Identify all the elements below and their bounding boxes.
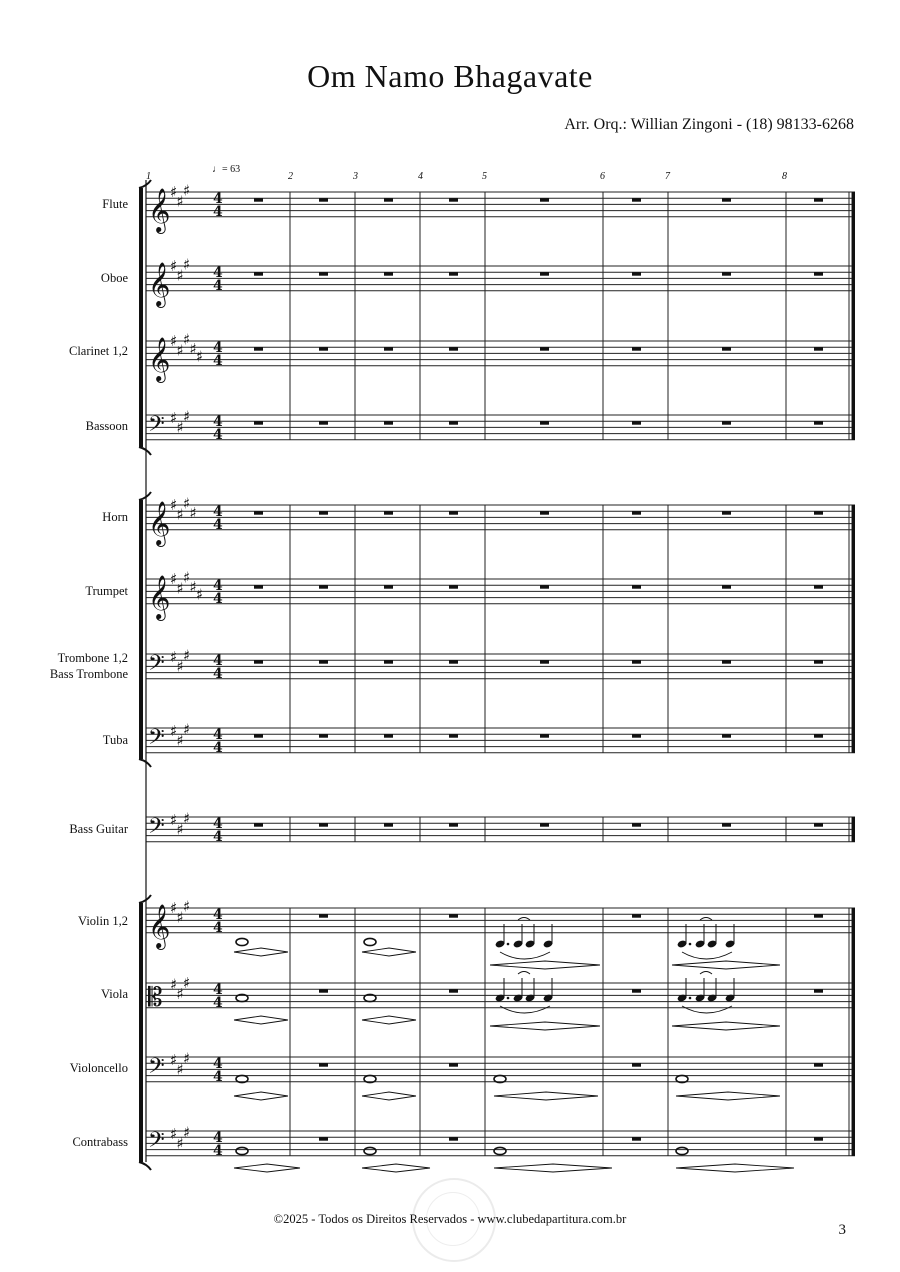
sharp-icon: ♯ [170,183,178,201]
whole-rest [319,989,328,993]
sharp-icon: ♯ [176,908,184,927]
time-signature-top: 4 [213,727,223,743]
sharp-icon: ♯ [183,646,191,665]
whole-rest [449,272,458,276]
whole-rest [449,347,458,351]
sharp-icon: ♯ [196,585,204,604]
time-signature-top: 4 [213,907,223,923]
whole-rest [384,421,393,425]
instrument-label-violin: Violin 1,2 [78,914,128,928]
dot [507,997,510,1000]
time-signature-bottom: 4 [213,920,223,936]
whole-rest [722,511,731,515]
measure-number: 4 [418,171,423,182]
whole-rest [722,660,731,664]
whole-rest [632,660,641,664]
whole-rest [540,272,549,276]
sharp-icon: ♯ [170,648,178,667]
treble-clef-icon: 𝄞 [148,188,171,232]
bass-clef-icon: 𝄢 [148,725,165,755]
whole-rest [632,198,641,202]
whole-rest [814,989,823,993]
sharp-icon: ♯ [189,339,197,358]
tie [700,918,712,921]
whole-rest [449,198,458,202]
time-signature-top: 4 [213,816,223,832]
whole-rest [384,198,393,202]
whole-rest [384,823,393,827]
instrument-label-horn: Horn [102,510,128,524]
page-number: 3 [838,1222,846,1238]
sharp-icon: ♯ [183,494,191,513]
measure-number: 7 [665,171,670,182]
whole-rest [319,734,328,738]
whole-rest [449,989,458,993]
whole-rest [449,734,458,738]
copyright-footer: ©2025 - Todos os Direitos Reservados - www.clubedapartitura.com.br [273,1212,627,1226]
sharp-icon: ♯ [170,409,178,428]
arranger-credit: Arr. Orq.: Willian Zingoni - (18) 98133-6268 [564,116,854,133]
sharp-icon: ♯ [170,257,178,275]
whole-rest [319,272,328,276]
hairpin [234,1092,288,1100]
sharp-icon: ♯ [176,192,184,211]
whole-note [676,1147,688,1154]
sharp-icon: ♯ [176,820,184,839]
instrument-label-contrabass: Contrabass [72,1135,128,1149]
whole-note [236,938,248,945]
whole-rest [384,734,393,738]
bracket-hook [139,895,151,903]
bass-clef-icon: 𝄢 [148,651,165,681]
whole-rest [814,823,823,827]
whole-rest [254,734,263,738]
whole-rest [540,823,549,827]
sharp-icon: ♯ [189,577,197,596]
whole-rest [814,914,823,918]
measure-number: 6 [600,171,605,182]
whole-note [494,1147,506,1154]
whole-rest [540,585,549,589]
whole-rest [449,585,458,589]
whole-rest [319,823,328,827]
sharp-icon: ♯ [170,811,178,830]
treble-clef-icon: 𝄞 [148,904,171,948]
measure-number: 8 [782,171,787,182]
sharp-icon: ♯ [183,1049,191,1068]
measure-number: 3 [353,171,358,182]
time-signature-top: 4 [213,340,223,356]
whole-rest [540,660,549,664]
whole-rest [722,734,731,738]
score-title: Om Namo Bhagavate [307,58,593,94]
whole-note [236,1147,248,1154]
time-signature-bottom: 4 [213,740,223,756]
sharp-icon: ♯ [183,181,191,200]
system-bracket [139,903,143,1162]
hairpin [676,1092,780,1100]
treble-clef-icon: 𝄞 [148,575,171,619]
dot [689,997,692,1000]
whole-rest [814,585,823,589]
sharp-icon: ♯ [183,809,191,828]
hairpin [362,1164,430,1172]
tie [518,918,530,921]
slur [500,1006,550,1013]
instrument-label-trombone: Trombone 1,2 [57,651,128,665]
time-signature-bottom: 4 [213,666,223,682]
whole-rest [254,511,263,515]
sharp-icon: ♯ [176,657,184,676]
treble-clef-icon: 𝄞 [148,501,171,545]
sharp-icon: ♯ [183,1123,191,1142]
bracket-hook [139,759,151,767]
time-signature-top: 4 [213,265,223,281]
time-signature-top: 4 [213,578,223,594]
whole-rest [254,660,263,664]
hairpin [234,1016,288,1024]
whole-rest [449,1063,458,1067]
time-signature-top: 4 [213,653,223,669]
sharp-icon: ♯ [176,731,184,750]
tie [700,972,712,975]
bracket-hook [139,447,151,455]
whole-rest [254,347,263,351]
group-final-barline [852,908,855,1156]
time-signature-top: 4 [213,1056,223,1072]
hairpin [234,948,288,956]
sharp-icon: ♯ [176,1060,184,1079]
whole-rest [814,272,823,276]
whole-rest [814,198,823,202]
whole-rest [632,989,641,993]
whole-rest [632,421,641,425]
sharp-icon: ♯ [176,1134,184,1153]
bracket-hook [139,492,151,500]
time-signature-bottom: 4 [213,1143,223,1159]
treble-clef-icon: 𝄞 [148,262,171,306]
bass-clef-icon: 𝄢 [148,1128,165,1158]
slur [500,952,550,959]
group-final-barline [852,505,855,753]
time-signature-bottom: 4 [213,278,223,294]
measure-number: 1 [146,171,151,182]
whole-rest [449,823,458,827]
sharp-icon: ♯ [176,266,184,285]
whole-note [364,938,376,945]
time-signature-top: 4 [213,414,223,430]
whole-rest [632,347,641,351]
whole-rest [632,511,641,515]
measure-number: 5 [482,171,487,182]
whole-rest [722,585,731,589]
system-bracket [139,500,143,759]
whole-rest [814,421,823,425]
time-signature-bottom: 4 [213,353,223,369]
time-signature-bottom: 4 [213,427,223,443]
whole-rest [722,347,731,351]
instrument-label-tuba: Tuba [102,733,128,747]
dot [507,943,510,946]
whole-rest [319,511,328,515]
whole-rest [254,272,263,276]
sharp-icon: ♯ [170,722,178,741]
time-signature-bottom: 4 [213,204,223,220]
sharp-icon: ♯ [196,347,204,366]
hairpin [234,1164,300,1172]
whole-rest [319,660,328,664]
instrument-label-violoncello: Violoncello [69,1061,128,1075]
sharp-icon: ♯ [170,899,178,917]
whole-rest [540,421,549,425]
bracket-hook [139,180,151,188]
whole-rest [384,585,393,589]
time-signature-bottom: 4 [213,1069,223,1085]
sharp-icon: ♯ [183,897,191,916]
measure-number: 2 [288,171,293,182]
time-signature-top: 4 [213,1130,223,1146]
instrument-label-bass-guitar: Bass Guitar [69,822,128,836]
whole-rest [449,511,458,515]
tie [518,972,530,975]
sharp-icon: ♯ [170,1125,178,1144]
sharp-icon: ♯ [170,975,178,994]
whole-rest [384,511,393,515]
sharp-icon: ♯ [176,579,184,598]
sharp-icon: ♯ [183,330,191,349]
hairpin [494,1092,598,1100]
whole-rest [632,272,641,276]
time-signature-top: 4 [213,191,223,207]
whole-rest [722,272,731,276]
whole-rest [814,347,823,351]
sharp-icon: ♯ [176,341,184,360]
instrument-label-trumpet: Trumpet [85,584,128,598]
instrument-label-clarinet: Clarinet 1,2 [68,344,128,358]
whole-rest [632,823,641,827]
instrument-label-viola: Viola [100,987,128,1001]
whole-rest [254,585,263,589]
bracket-hook [139,1162,151,1170]
hairpin [672,961,780,969]
quarter-note-icon: ♩ [212,164,222,175]
dot [689,943,692,946]
whole-rest [449,1137,458,1141]
whole-rest [632,585,641,589]
whole-rest [319,914,328,918]
group-final-barline [852,192,855,440]
sharp-icon: ♯ [183,720,191,739]
sharp-icon: ♯ [176,418,184,437]
sharp-icon: ♯ [189,503,197,522]
whole-rest [540,734,549,738]
whole-rest [319,421,328,425]
hairpin [490,961,600,969]
sharp-icon: ♯ [176,505,184,524]
hairpin [490,1022,600,1030]
whole-rest [632,1063,641,1067]
tempo-marking: ♩= 63 [212,164,241,175]
sharp-icon: ♯ [176,984,184,1003]
hairpin [362,948,416,956]
slur [682,1006,732,1013]
whole-rest [384,660,393,664]
system-bracket [139,188,143,447]
hairpin [362,1016,416,1024]
whole-rest [632,914,641,918]
time-signature-bottom: 4 [213,517,223,533]
time-signature-top: 4 [213,982,223,998]
sharp-icon: ♯ [170,496,178,514]
sharp-icon: ♯ [170,332,178,350]
whole-rest [814,660,823,664]
whole-rest [319,1137,328,1141]
whole-rest [384,347,393,351]
sharp-icon: ♯ [170,570,178,588]
whole-rest [384,272,393,276]
whole-rest [449,421,458,425]
time-signature-top: 4 [213,504,223,520]
whole-rest [254,421,263,425]
bass-clef-icon: 𝄢 [148,814,165,844]
whole-rest [449,660,458,664]
time-signature-bottom: 4 [213,829,223,845]
whole-rest [319,1063,328,1067]
whole-rest [722,823,731,827]
whole-rest [814,1137,823,1141]
whole-rest [540,511,549,515]
whole-note [364,1147,376,1154]
group-final-barline [852,817,855,842]
whole-rest [722,198,731,202]
instrument-label-bassoon: Bassoon [85,419,128,433]
whole-rest [254,823,263,827]
whole-rest [632,1137,641,1141]
sharp-icon: ♯ [183,255,191,274]
sharp-icon: ♯ [170,1051,178,1070]
instrument-label-bass-trombone: Bass Trombone [49,667,128,681]
whole-rest [319,198,328,202]
whole-rest [814,1063,823,1067]
sharp-icon: ♯ [183,974,191,992]
whole-rest [814,511,823,515]
time-signature-bottom: 4 [213,995,223,1011]
slur [682,952,732,959]
alto-clef-icon: 𝄡 [148,983,163,1013]
whole-rest [449,914,458,918]
whole-rest [254,198,263,202]
whole-rest [814,734,823,738]
whole-rest [319,347,328,351]
hairpin [672,1022,780,1030]
whole-rest [632,734,641,738]
whole-rest [722,421,731,425]
instrument-label-oboe: Oboe [100,271,128,285]
bass-clef-icon: 𝄢 [148,412,165,442]
whole-rest [540,198,549,202]
bass-clef-icon: 𝄢 [148,1054,165,1084]
sharp-icon: ♯ [183,407,191,426]
hairpin [676,1164,794,1172]
sharp-icon: ♯ [183,568,191,587]
hairpin [494,1164,612,1172]
instrument-label-flute: Flute [102,197,128,211]
whole-rest [319,585,328,589]
whole-rest [540,347,549,351]
treble-clef-icon: 𝄞 [148,337,171,381]
time-signature-bottom: 4 [213,591,223,607]
hairpin [362,1092,416,1100]
